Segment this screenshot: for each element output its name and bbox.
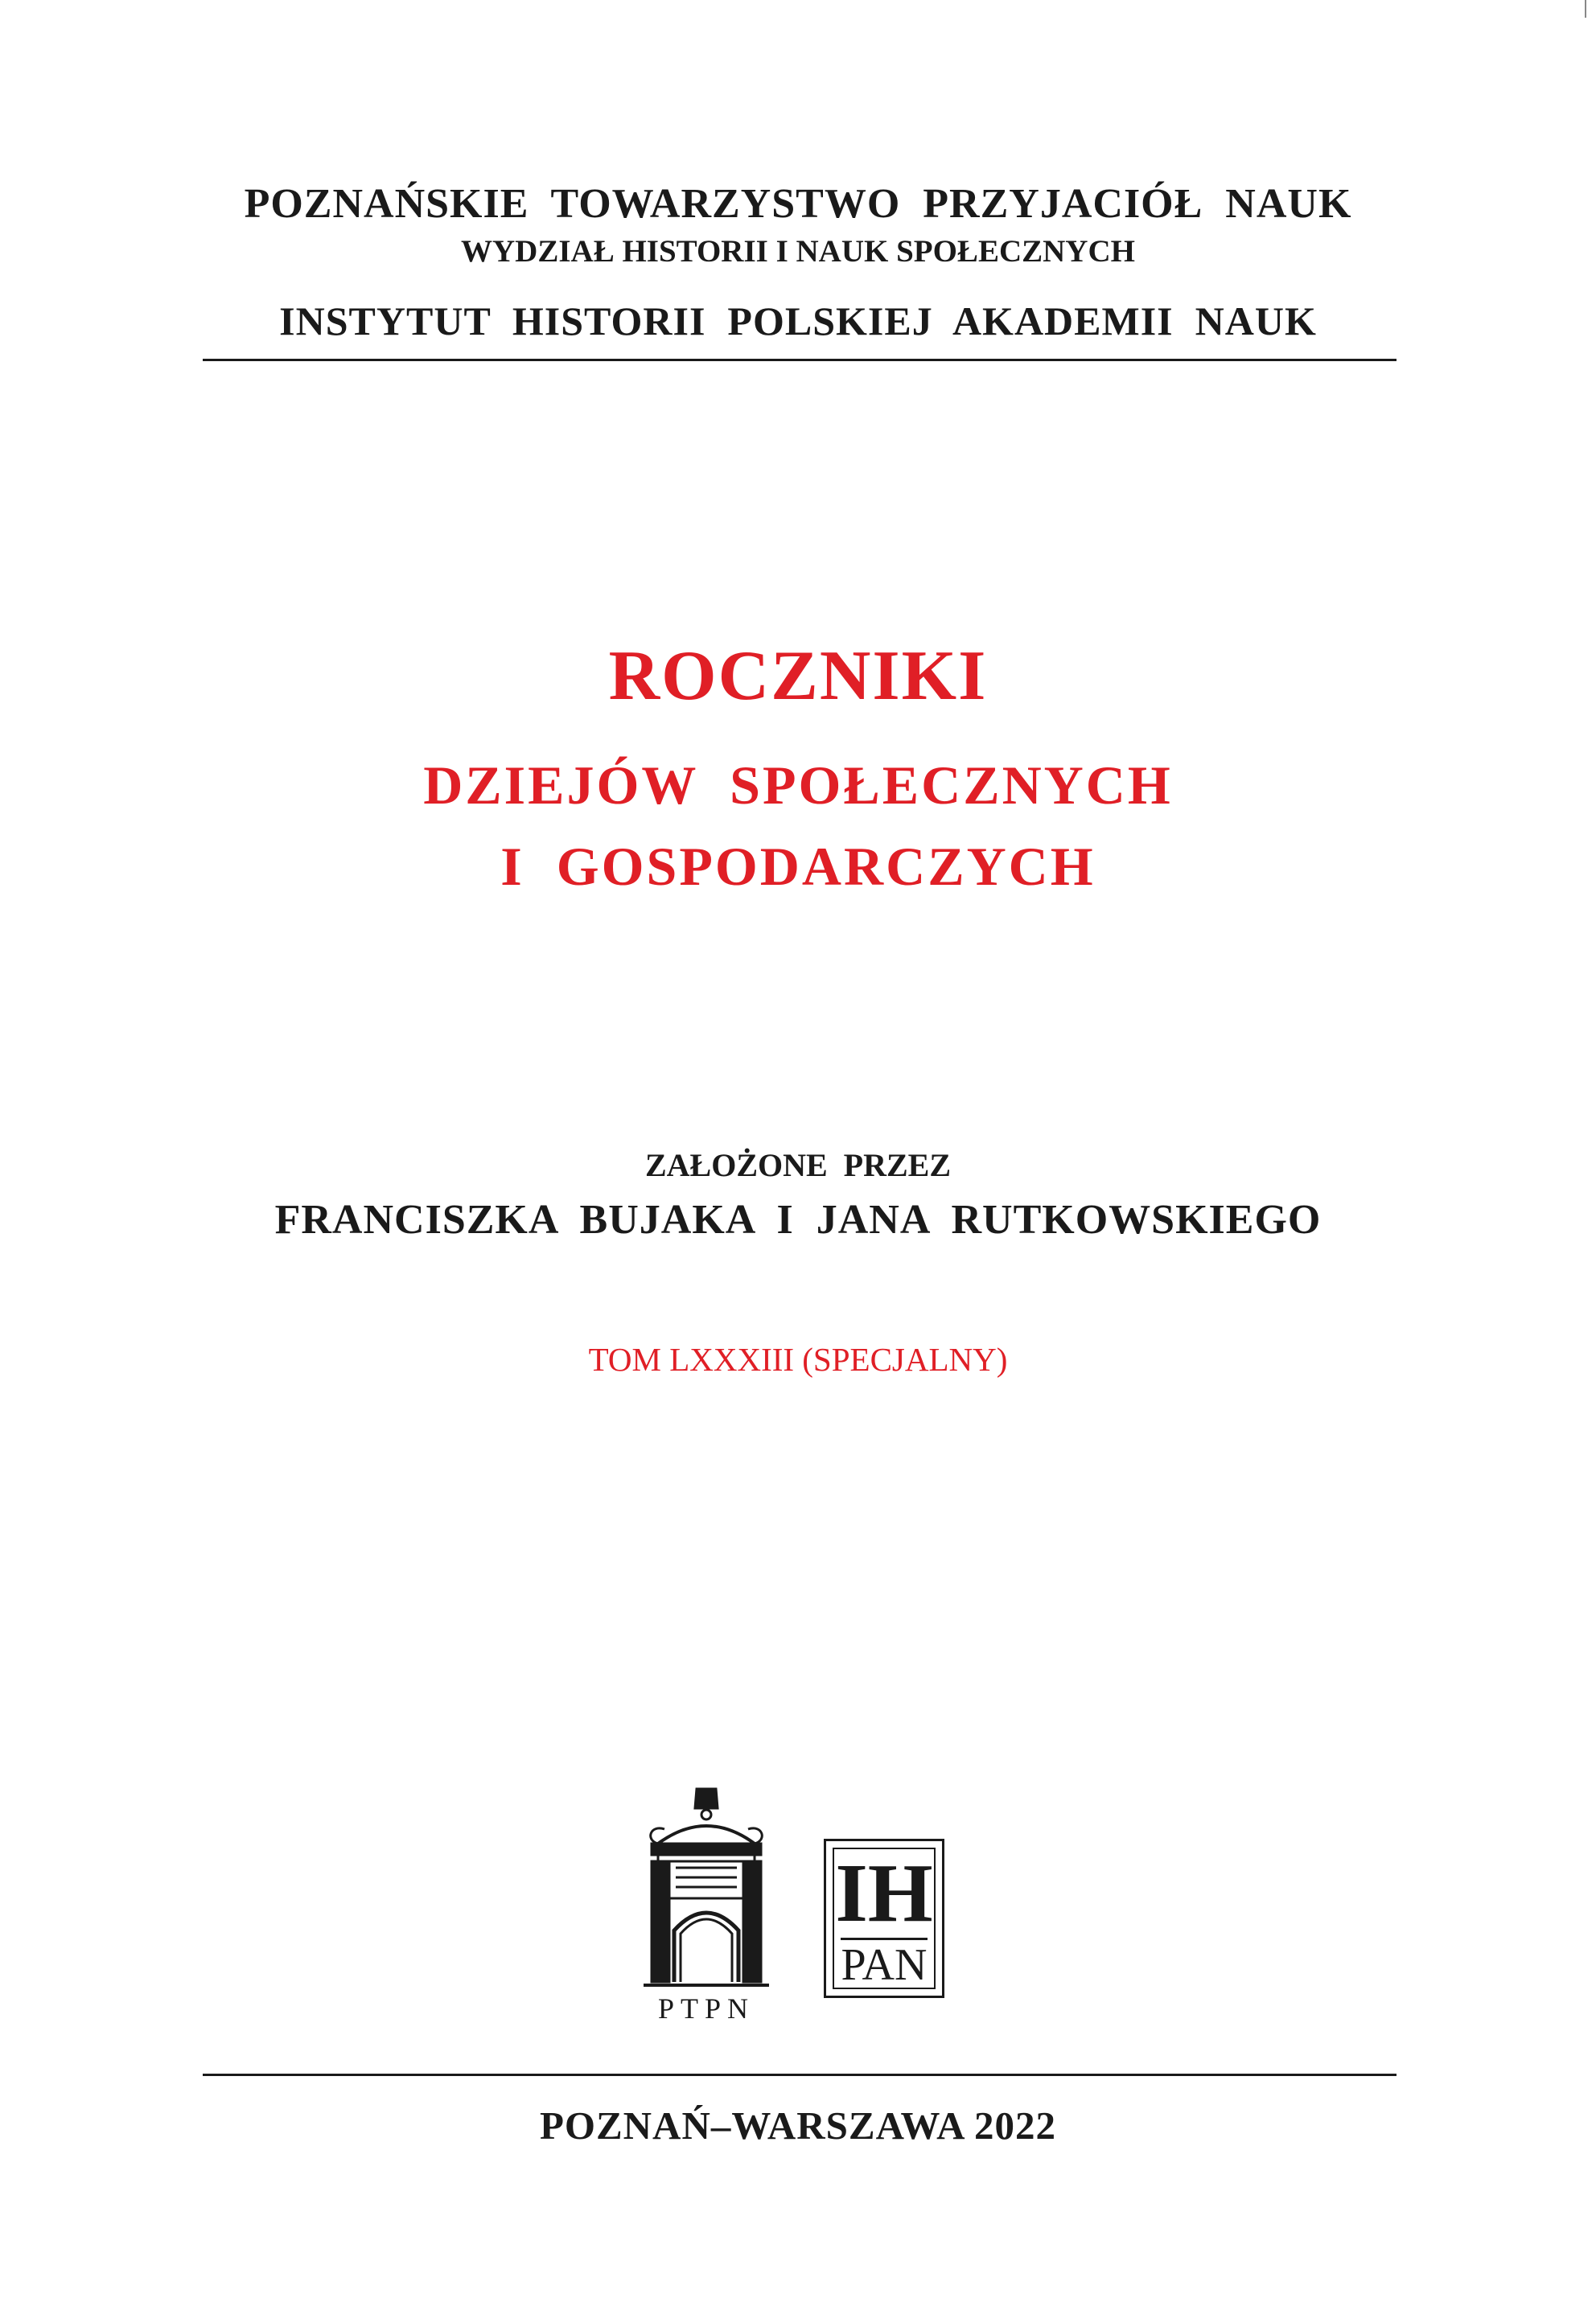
imprint: POZNAŃ–WARSZAWA 2022 — [539, 2103, 1057, 2148]
ihpan-logo — [824, 1839, 944, 1998]
crop-mark — [1585, 0, 1586, 18]
ptpn-gate-icon — [634, 1784, 779, 1993]
department-name: WYDZIAŁ HISTORII I NAUK SPOŁECZNYCH — [461, 234, 1135, 269]
founders-label: ZAŁOŻONE PRZEZ — [644, 1147, 952, 1183]
title-line-2: DZIEJÓW SPOŁECZNYCH — [423, 754, 1173, 816]
title-line-3: I GOSPODARCZYCH — [500, 836, 1096, 897]
header-rule — [203, 359, 1396, 361]
footer-rule — [203, 2074, 1396, 2076]
volume-label: TOM LXXXIII (SPECJALNY) — [588, 1341, 1008, 1378]
title-main: ROCZNIKI — [608, 637, 988, 715]
ihpan-bottom-letters: PAN — [841, 1940, 928, 1990]
ptpn-caption: PTPN — [657, 1992, 755, 2025]
ihpan-top-letters: IH — [835, 1847, 933, 1939]
founders-names: FRANCISZKA BUJAKA I JANA RUTKOWSKIEGO — [274, 1197, 1322, 1243]
institute-name: INSTYTUT HISTORII POLSKIEJ AKADEMII NAUK — [279, 298, 1317, 343]
ptpn-logo — [634, 1784, 779, 2025]
society-name: POZNAŃSKIE TOWARZYSTWO PRZYJACIÓŁ NAUK — [244, 181, 1352, 227]
